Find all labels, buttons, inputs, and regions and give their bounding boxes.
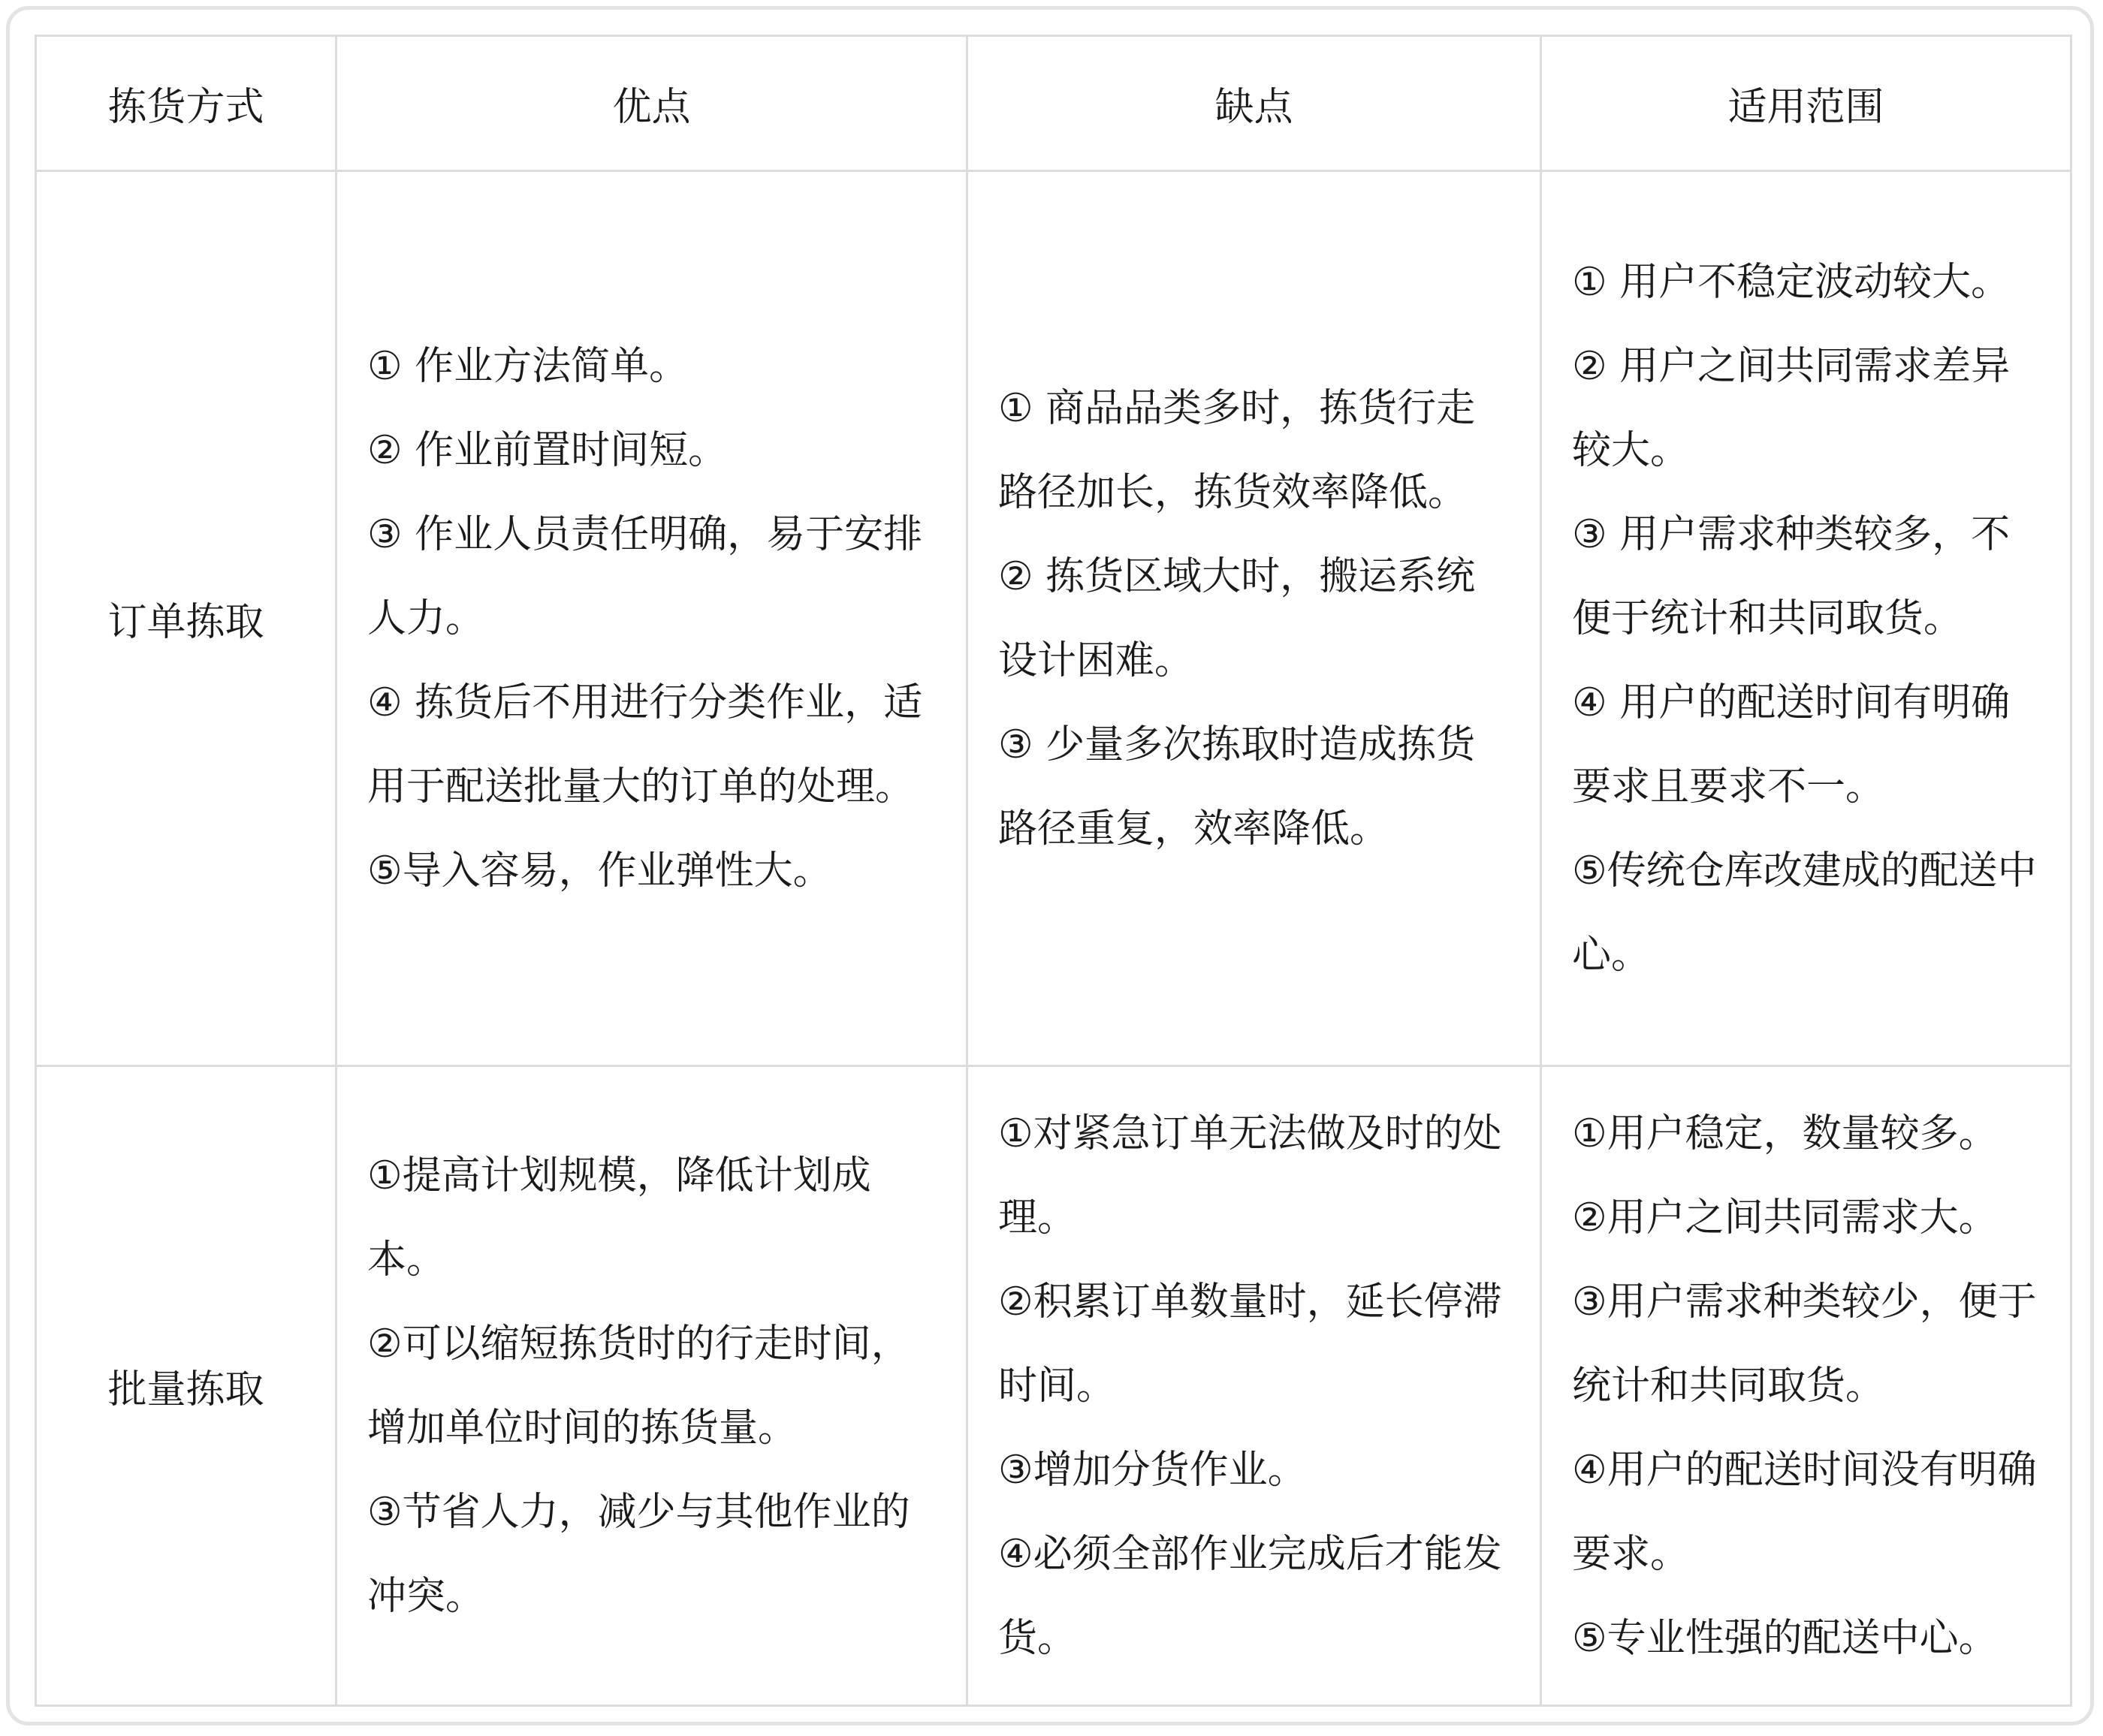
header-scope: 适用范围 [1541, 36, 2071, 171]
list-item: ②积累订单数量时，延长停滞时间。 [998, 1279, 1502, 1409]
header-disadvantages: 缺点 [967, 36, 1541, 171]
disadvantages-cell [967, 171, 1541, 1066]
list-item: ②可以缩短拣货时的行走时间，增加单位时间的拣货量。 [367, 1321, 910, 1451]
method-cell: 订单拣取 [36, 171, 336, 1066]
header-row [36, 36, 2071, 171]
table-row [36, 171, 2071, 1066]
list-item: ② 拣货区域大时，搬运系统设计困难。 [998, 553, 1476, 683]
header-method: 拣货方式 [36, 36, 336, 171]
list-item: ④必须全部作业完成后才能发货。 [998, 1531, 1502, 1661]
list-item: ②用户之间共同需求大。 [1572, 1195, 1998, 1240]
advantages-cell [336, 1066, 967, 1706]
list-item: ④用户的配送时间没有明确要求。 [1572, 1447, 2037, 1577]
picking-methods-table [35, 35, 2072, 1707]
list-item: ① 商品品类多时，拣货行走路径加长，拣货效率降低。 [998, 385, 1476, 515]
list-item: ①提高计划规模，降低计划成本。 [367, 1153, 871, 1282]
list-item: ⑤专业性强的配送中心。 [1572, 1615, 1998, 1661]
list-item: ①对紧急订单无法做及时的处理。 [998, 1111, 1502, 1240]
disadvantages-cell [967, 1066, 1541, 1706]
list-item: ⑤导入容易，作业弹性大。 [367, 848, 832, 894]
list-item: ④ 用户的配送时间有明确要求且要求不一。 [1572, 680, 2011, 809]
list-item: ① 用户不稳定波动较大。 [1572, 259, 2011, 305]
table-row [36, 1066, 2071, 1706]
method-cell: 批量拣取 [36, 1066, 336, 1706]
list-item: ② 作业前置时间短。 [367, 427, 728, 473]
list-item: ①用户稳定，数量较多。 [1572, 1111, 1998, 1156]
scope-cell [1541, 171, 2071, 1066]
advantages-cell [336, 171, 967, 1066]
list-item: ② 用户之间共同需求差异较大。 [1572, 343, 2011, 473]
list-item: ③增加分货作业。 [998, 1447, 1307, 1493]
list-item: ① 作业方法简单。 [367, 343, 689, 389]
list-item: ③ 作业人员责任明确，易于安排人力。 [367, 511, 923, 641]
list-item: ③节省人力，减少与其他作业的冲突。 [367, 1489, 910, 1619]
list-item: ④ 拣货后不用进行分类作业，适用于配送批量大的订单的处理。 [367, 680, 923, 809]
header-advantages: 优点 [336, 36, 967, 171]
list-item: ③用户需求种类较少，便于统计和共同取货。 [1572, 1279, 2037, 1409]
list-item: ③ 用户需求种类较多，不便于统计和共同取货。 [1572, 511, 2011, 641]
list-item: ⑤传统仓库改建成的配送中心。 [1572, 848, 2037, 978]
scope-cell [1541, 1066, 2071, 1706]
list-item: ③ 少量多次拣取时造成拣货路径重复，效率降低。 [998, 722, 1476, 851]
